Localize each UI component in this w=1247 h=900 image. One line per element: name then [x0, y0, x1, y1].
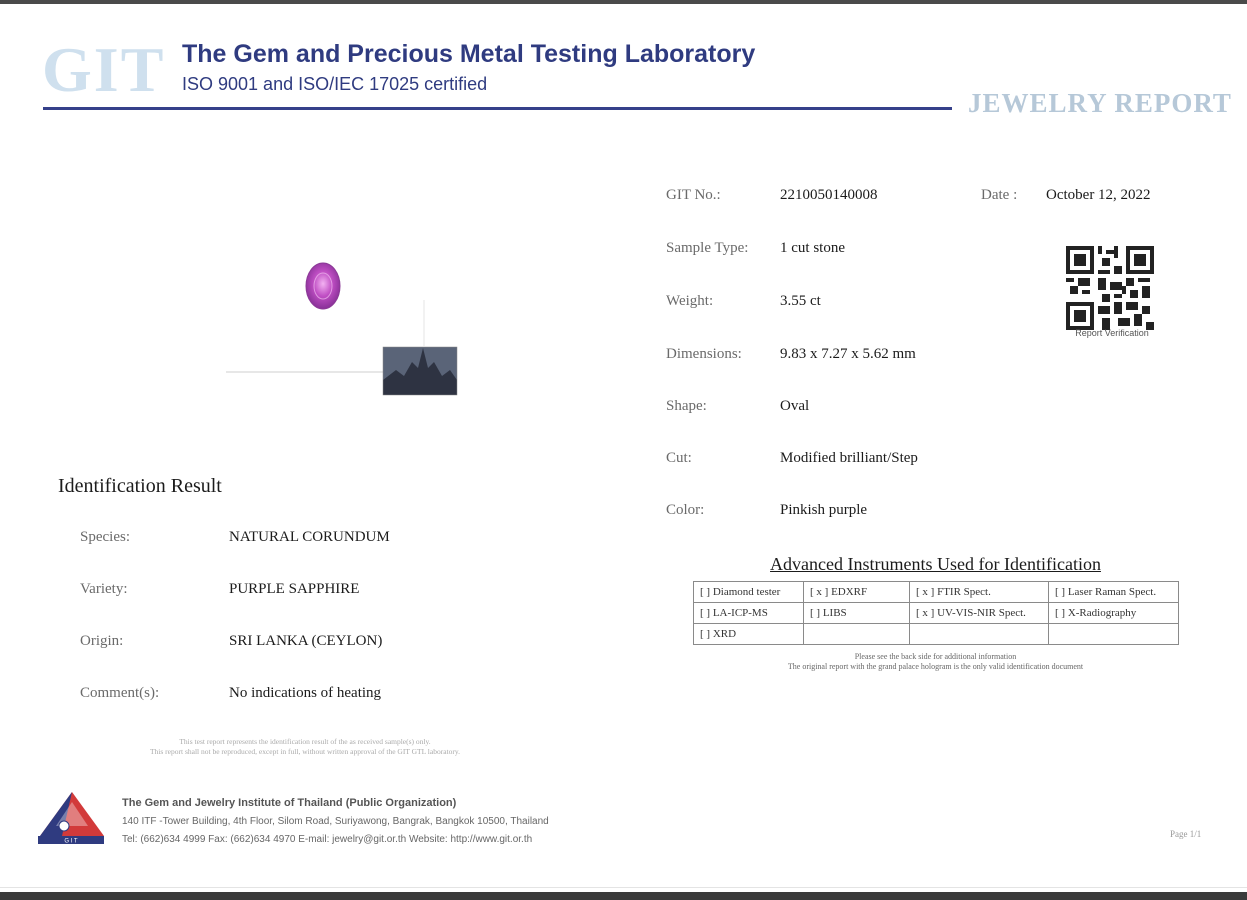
instrument-cell-empty: [1049, 624, 1179, 645]
lab-certification: ISO 9001 and ISO/IEC 17025 certified: [182, 74, 488, 94]
git-logo: GIT: [42, 34, 166, 105]
cut-label: Cut:: [666, 450, 692, 466]
weight-value: 3.55 ct: [780, 293, 821, 309]
shape-label: Shape:: [666, 398, 707, 414]
comments-value: No indications of heating: [229, 685, 382, 701]
bottom-rule: [0, 887, 1247, 888]
comments-label: Comment(s):: [80, 685, 160, 701]
institute-address: 140 ITF -Tower Building, 4th Floor, Silom Road, Suriyawong, Bangrak, Bangkok 10500, Thailand: [122, 816, 549, 827]
cut-value: Modified brilliant/Step: [780, 450, 918, 466]
instrument-cell: [ x ] UV-VIS-NIR Spect.: [910, 603, 1049, 624]
variety-value: PURPLE SAPPHIRE: [229, 581, 360, 597]
instrument-cell: [ ] X-Radiography: [1049, 603, 1179, 624]
color-label: Color:: [666, 502, 705, 518]
back-side-note: Please see the back side for additional information: [854, 652, 1017, 661]
disclaimer-line-2: This report shall not be reproduced, except in full, without written approval of the GIT GTL laboratory.: [149, 747, 461, 756]
instrument-cell: [ ] LIBS: [804, 603, 910, 624]
instrument-cell: [ ] LA-ICP-MS: [694, 603, 804, 624]
page-number: Page 1/1: [1170, 829, 1202, 839]
origin-label: Origin:: [80, 633, 124, 649]
hologram-note: The original report with the grand palace hologram is the only valid identification document: [787, 662, 1084, 671]
variety-label: Variety:: [80, 581, 128, 597]
sample-type-label: Sample Type:: [666, 240, 749, 256]
weight-label: Weight:: [666, 293, 714, 309]
shape-value: Oval: [780, 398, 810, 414]
instrument-cell-empty: [910, 624, 1049, 645]
institute-name: The Gem and Jewelry Institute of Thailand (Public Organization): [122, 797, 457, 809]
color-value: Pinkish purple: [780, 502, 868, 518]
qr-caption: Report Verification: [1075, 328, 1149, 338]
top-border: [0, 0, 1247, 4]
instruments-title: Advanced Instruments Used for Identification: [770, 554, 1101, 574]
git-no-value: 2210050140008: [780, 187, 878, 203]
instrument-cell: [ ] XRD: [694, 624, 804, 645]
instrument-cell: [ x ] EDXRF: [804, 582, 910, 603]
git-no-label: GIT No.:: [666, 187, 721, 203]
dimensions-value: 9.83 x 7.27 x 5.62 mm: [780, 346, 916, 362]
date-value: October 12, 2022: [1046, 187, 1151, 203]
dimensions-label: Dimensions:: [666, 346, 742, 362]
disclaimer-line-1: This test report represents the identification result of the as received sample(s) only.: [179, 737, 431, 746]
lab-title: The Gem and Precious Metal Testing Laboratory: [182, 40, 756, 68]
instrument-cell: [ ] Laser Raman Spect.: [1049, 582, 1179, 603]
stone-photo: [226, 230, 466, 400]
institute-contact: Tel: (662)634 4999 Fax: (662)634 4970 E-mail: jewelry@git.or.th Website: http://www.git.or.th: [122, 834, 533, 845]
origin-value: SRI LANKA (CEYLON): [229, 633, 383, 649]
header-rule: [43, 107, 952, 110]
institute-logo-text: G I T: [64, 838, 78, 844]
instrument-cell-empty: [804, 624, 910, 645]
gemstone: [306, 263, 340, 309]
date-label: Date :: [981, 187, 1018, 203]
report-title: JEWELRY REPORT: [968, 88, 1232, 118]
instruments-table: [693, 581, 1179, 645]
identification-title: Identification Result: [58, 475, 222, 497]
instrument-cell: [ ] Diamond tester: [694, 582, 804, 603]
species-value: NATURAL CORUNDUM: [229, 529, 390, 545]
bottom-border: [0, 892, 1247, 900]
hologram-sticker: [383, 347, 457, 395]
species-label: Species:: [80, 529, 130, 545]
qr-code-icon[interactable]: [1066, 246, 1154, 330]
instrument-cell: [ x ] FTIR Spect.: [910, 582, 1049, 603]
git-institute-logo: [38, 792, 104, 844]
sample-type-value: 1 cut stone: [780, 240, 845, 256]
